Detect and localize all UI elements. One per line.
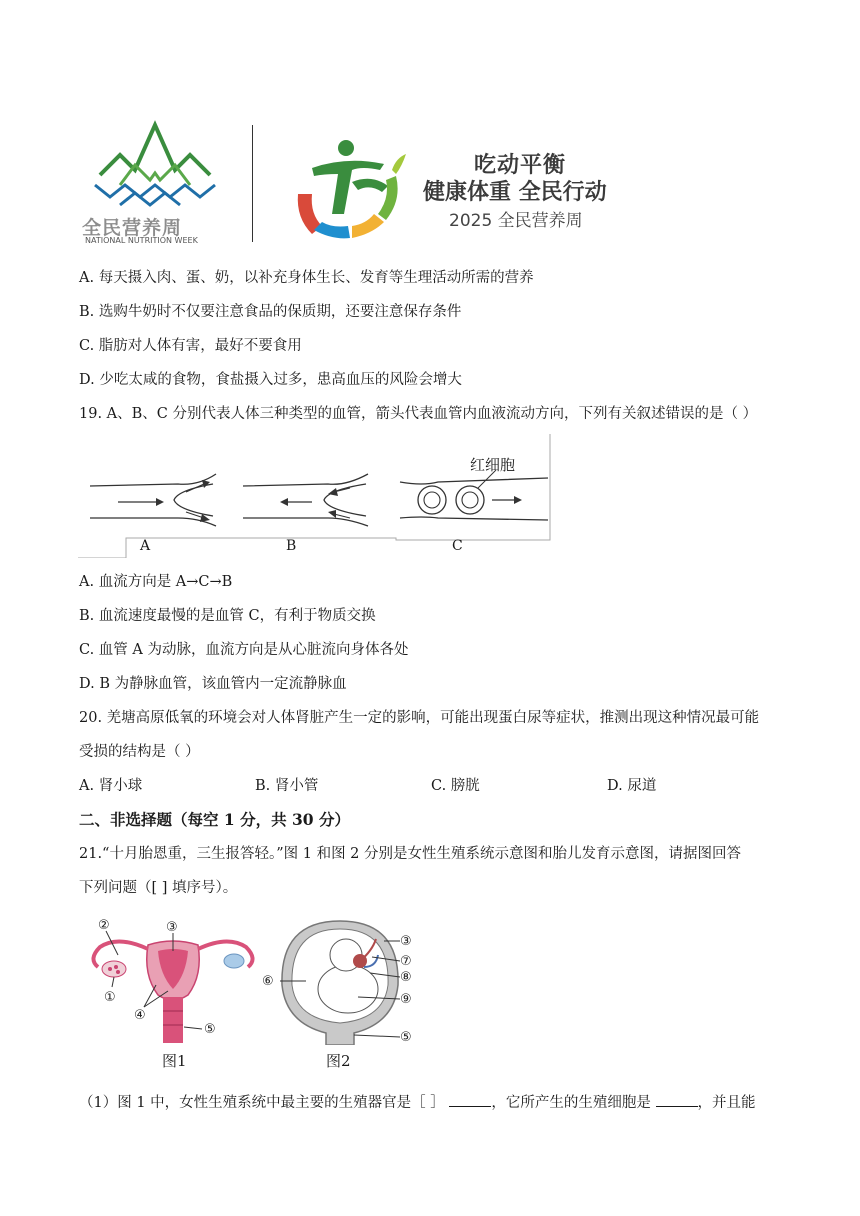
q21-sub1 <box>79 1092 756 1113</box>
q19-option-d: D. B 为静脉血管，该血管内一定流静脉血 <box>79 676 347 692</box>
slogan-line-3: 2025 全民营养周 <box>449 211 583 231</box>
vessel-label-a: A <box>140 538 151 554</box>
slogan-line-2: 健康体重 全民行动 <box>423 180 607 205</box>
fig2-caption: 图2 <box>326 1052 351 1070</box>
fig1-label-3: ③ <box>166 920 178 935</box>
fig1-label-2: ② <box>98 918 110 933</box>
q18-option-a: A. 每天摄入肉、蛋、奶，以补充身体生长、发育等生理活动所需的营养 <box>79 270 534 286</box>
logo-divider <box>252 125 253 242</box>
healthy-weight-emblem <box>292 134 412 242</box>
fetus-development-figure <box>260 915 420 1075</box>
vessel-label-b: B <box>286 538 297 554</box>
slogan-line-1: 吃动平衡 <box>474 153 567 178</box>
running-person-icon <box>292 134 412 242</box>
q20-option-c: C. 膀胱 <box>431 778 480 794</box>
q20-stem-line-1: 20. 羌塘高原低氧的环境会对人体肾脏产生一定的影响，可能出现蛋白尿等症状，推测出现这种情况最可能 <box>79 710 760 726</box>
q18-option-c: C. 脂肪对人体有害，最好不要食用 <box>79 338 302 354</box>
answer-blank-2[interactable] <box>656 1092 698 1107</box>
q19-stem: 19. A、B、C 分别代表人体三种类型的血管，箭头代表血管内血液流动方向，下列有关叙述错误的是（ ） <box>79 406 758 422</box>
logo-name-en: NATIONAL NUTRITION WEEK <box>85 236 198 245</box>
q20-stem-line-2: 受损的结构是（ ） <box>79 744 200 760</box>
logo-name-cn: 全民营养周 <box>82 217 183 239</box>
q19-option-c: C. 血管 A 为动脉，血流方向是从心脏流向身体各处 <box>79 642 409 658</box>
fig2-label-8: ⑧ <box>400 970 412 985</box>
q21-sub1-part2: ，它所产生的生殖细胞是 <box>491 1095 651 1111</box>
blood-vessel-figure <box>78 434 552 558</box>
q18-option-d: D. 少吃太咸的食物，食盐摄入过多，患高血压的风险会增大 <box>79 372 462 388</box>
q21-sub1-part3: ，并且能 <box>697 1095 756 1111</box>
answer-blank-1[interactable] <box>449 1092 491 1107</box>
q21-stem-line-1: 21.“十月胎恩重，三生报答轻。”图 1 和图 2 分别是女性生殖系统示意图和胎儿发育示意图，请据图回答 <box>79 846 742 862</box>
mountain-water-emblem-icon <box>80 115 240 225</box>
section-2-heading: 二、非选择题（每空 1 分，共 30 分） <box>79 810 350 829</box>
fig2-label-9: ⑨ <box>400 992 412 1007</box>
national-nutrition-week-logo <box>80 115 240 250</box>
q21-stem-line-2: 下列问题（[ ] 填序号）。 <box>79 880 238 896</box>
q19-option-b: B. 血流速度最慢的是血管 C，有利于物质交换 <box>79 608 376 624</box>
q18-option-b: B. 选购牛奶时不仅要注意食品的保质期，还要注意保存条件 <box>79 304 462 320</box>
fig1-label-5: ⑤ <box>204 1022 216 1037</box>
female-reproductive-figure <box>78 915 268 1075</box>
fig2-label-3: ③ <box>400 934 412 949</box>
fig2-label-6: ⑥ <box>262 974 274 989</box>
fig2-label-7: ⑦ <box>400 954 412 969</box>
q20-option-b: B. 肾小管 <box>255 778 319 794</box>
fig1-label-4: ④ <box>134 1008 146 1023</box>
q20-option-a: A. 肾小球 <box>79 778 143 794</box>
fig2-label-5: ⑤ <box>400 1030 412 1045</box>
q19-option-a: A. 血流方向是 A→C→B <box>79 574 233 590</box>
vessel-label-c: C <box>452 538 463 554</box>
red-blood-cell-label: 红细胞 <box>470 456 516 474</box>
q20-option-d: D. 尿道 <box>607 778 657 794</box>
q21-sub1-part1: （1）图 1 中，女性生殖系统中最主要的生殖器官是［ ］ <box>79 1095 445 1111</box>
fig1-caption: 图1 <box>162 1052 187 1070</box>
fig1-label-1: ① <box>104 990 116 1005</box>
